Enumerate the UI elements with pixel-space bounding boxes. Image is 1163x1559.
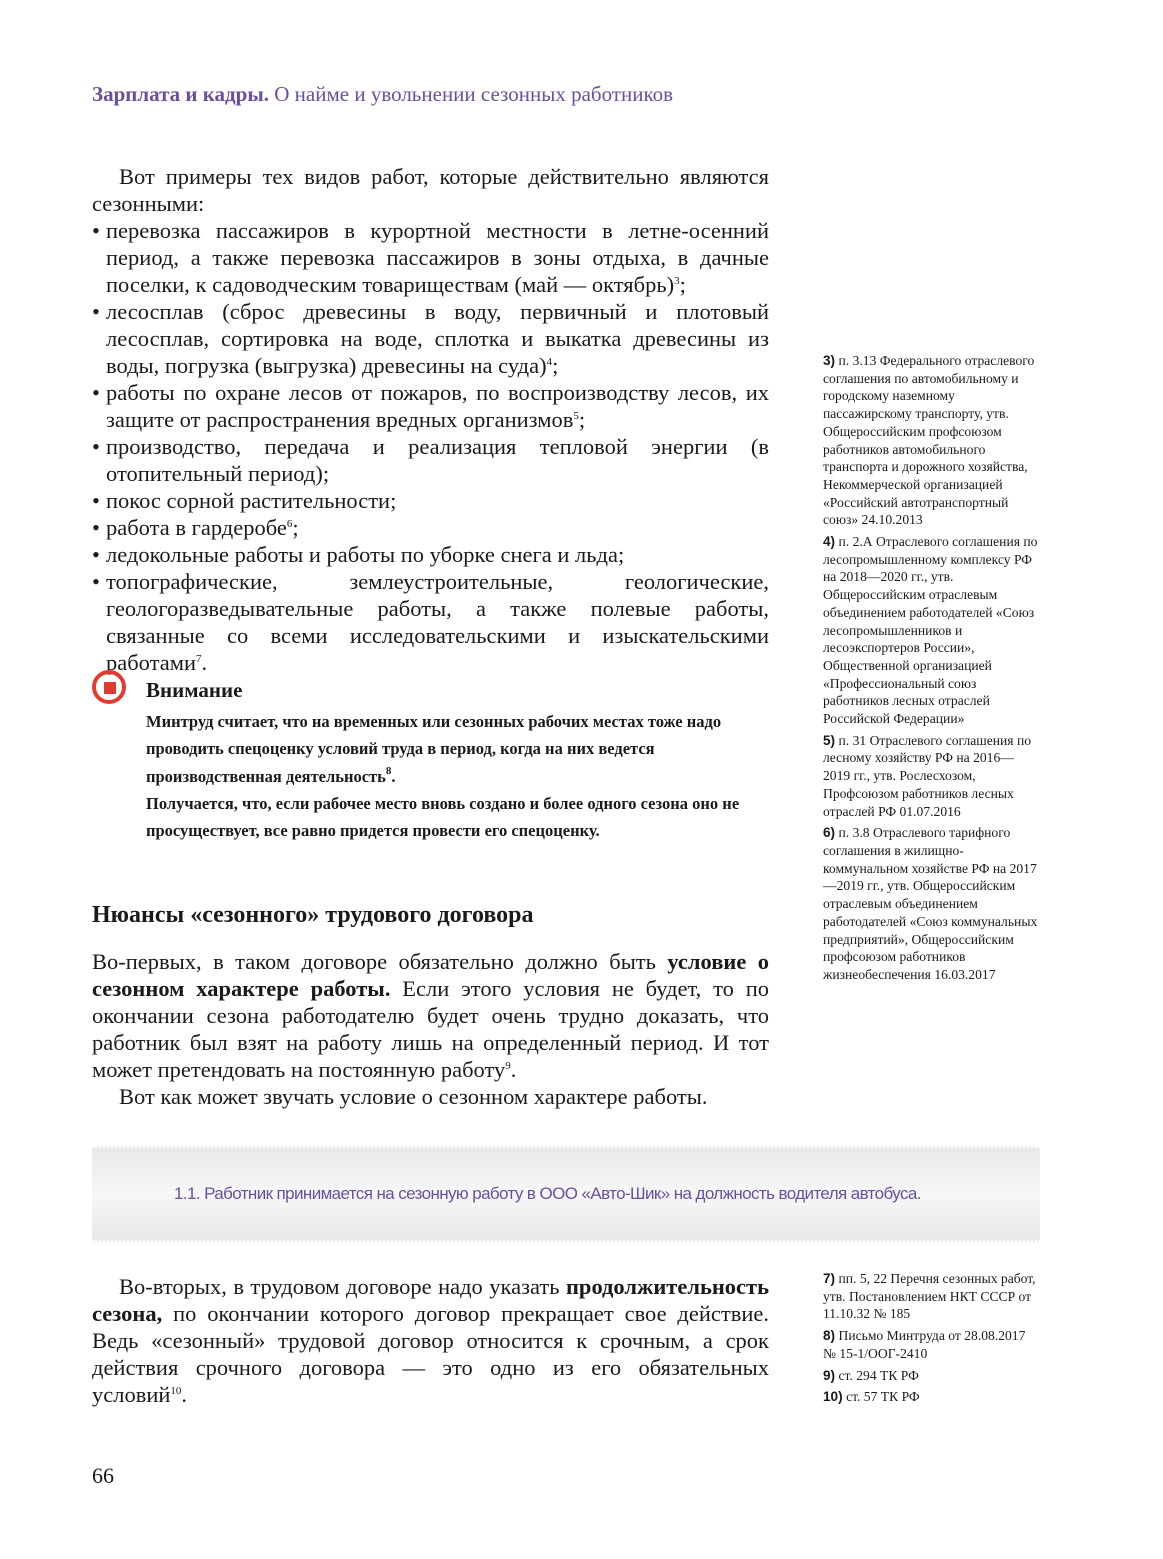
main-text-middle <box>92 948 769 1110</box>
seasonal-work-list <box>92 217 769 676</box>
list-item: • производство, передача и реализация тепловой энергии (в отопительный период); <box>92 433 769 487</box>
footnote: 8) Письмо Минтруда от 28.08.2017 № 15-1/ООГ-2410 <box>823 1328 1026 1361</box>
footnote: 3) п. 3.13 Федерального отраслевого соглашения по автомобильному и городскому наземному пассажирскому транспорту, утв. Общероссийским профсоюзом работников автомобильного транспорта и дорожного хозяйства, Некоммерческой организацией «Российский автотранспортный союз» 24.10.2013 <box>823 353 1035 528</box>
main-text-top <box>92 163 769 676</box>
footnote: 10) ст. 57 ТК РФ <box>823 1389 920 1405</box>
sidenotes-top <box>823 352 1041 988</box>
running-header <box>92 82 673 107</box>
list-item: • работа в гардеробе$^6$; <box>92 514 769 541</box>
paragraph: Во-вторых, в трудовом договоре надо указать продолжительность сезона, по окончании которого договор прекращает свое действие. Ведь «сезонный» трудовой договор относится к срочным, а срок действия срочного договора — это одно из его обязательных условий$^{10}$. <box>92 1274 769 1407</box>
list-item: • работы по охране лесов от пожаров, по воспроизводству лесов, их защите от распространения вредных организмов$^5$; <box>92 379 769 433</box>
list-item: • лесосплав (сброс древесины в воду, первичный и плотовый лесосплав, сортировка на воде, сплотка и выкатка древесины из воды, погрузка (выгрузка) древесины на суда)$^4$; <box>92 298 769 379</box>
section-name: Зарплата и кадры. <box>92 82 270 106</box>
paragraph: Вот как может звучать условие о сезонном характере работы. <box>119 1084 708 1109</box>
footnote: 5) п. 31 Отраслевого соглашения по лесному хозяйству РФ на 2016—2019 гг., утв. Рослесхозом, Профсоюзом работников лесных отраслей РФ 01.07.2016 <box>823 732 1032 819</box>
attention-text: Минтруд считает, что на временных или сезонных рабочих местах тоже надо проводить спецоценку условий труда в период, когда на них ведется производственная деятельность$^8$. Получается, что, если рабочее место вновь создано и более одного сезона оно не просуществует, все равно придется провести его спецоценку. <box>146 712 740 841</box>
footnote: 4) п. 2.А Отраслевого соглашения по лесопромышленному комплексу РФ на 2018—2020 гг., утв. Общероссийским отраслевым объединением работодателей «Союз лесопромышленников и лесоэкспортеров России», Общественной организацией «Профессиональный союз работников лесных отраслей Российской Федерации» <box>823 534 1038 727</box>
article-title: О найме и увольнении сезонных работников <box>274 82 673 106</box>
footnote: 6) п. 3.8 Отраслевого тарифного соглашения в жилищно-коммунальном хозяйстве РФ на 2017—2019 гг., утв. Общероссийским отраслевым объединением работодателей «Союз коммунальных предприятий», Общероссийским профсоюзом работников жизнеобеспечения 16.03.2017 <box>823 825 1038 982</box>
page-number: 66 <box>92 1463 114 1488</box>
paragraph: Во-первых, в таком договоре обязательно должно быть условие о сезонном характере работы. Если этого условия не будет, то по окончании сезона работодателю будет очень трудно доказать, что работник был взят на работу лишь на определенный период. И тот может претендовать на постоянную работу$^9$. <box>92 949 769 1082</box>
attention-title: Внимание <box>146 678 243 702</box>
list-item: • покос сорной растительности; <box>92 487 769 514</box>
footnote: 9) ст. 294 ТК РФ <box>823 1367 919 1383</box>
list-item: • топографические, землеустроительные, геологические, геологоразведывательные работы, а также полевые работы, связанные со всеми исследовательскими и изыскательскими работами$^7$. <box>92 568 769 676</box>
intro-paragraph: Вот примеры тех видов работ, которые действительно являются сезонными: <box>92 164 769 216</box>
list-item: • ледокольные работы и работы по уборке снега и льда; <box>92 541 769 568</box>
main-text-bottom <box>92 1273 769 1408</box>
callout-text: 1.1. Работник принимается на сезонную работу в ООО «Авто-Шик» на должность водителя автобуса. <box>174 1184 921 1203</box>
attention-stop-icon <box>92 670 126 704</box>
sidenotes-bottom <box>823 1270 1041 1410</box>
contract-example-callout <box>92 1146 1040 1242</box>
footnote: 7) пп. 5, 22 Перечня сезонных работ, утв. Постановлением НКТ СССР от 11.10.32 № 185 <box>823 1271 1036 1322</box>
section-heading: Нюансы «сезонного» трудового договора <box>92 902 534 928</box>
list-item: • перевозка пассажиров в курортной местности в летне-осенний период, а также перевозка пассажиров в зоны отдыха, в дачные поселки, к садоводческим товариществам (май — октябрь)$^3$; <box>92 217 769 298</box>
